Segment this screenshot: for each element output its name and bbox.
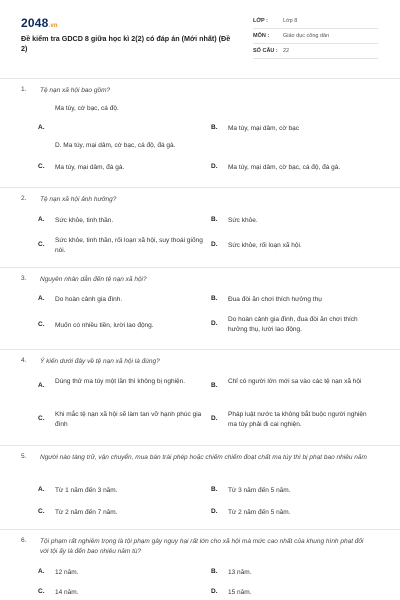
question-text: Tệ nạn xã hội bao gồm? [40, 87, 111, 94]
option-letter: A. [38, 382, 45, 389]
option-c[interactable] [38, 588, 203, 598]
option-letter: A. [38, 568, 45, 575]
question-6 [0, 529, 400, 600]
option-b[interactable] [211, 295, 376, 305]
option-text: Ma túy, mại dâm, đá gà. [55, 164, 125, 171]
option-letter: A. [38, 216, 45, 223]
meta-row-count [253, 44, 378, 59]
option-letter: A. [38, 486, 45, 493]
meta-value: Lớp 8 [283, 18, 298, 24]
option-letter: B. [211, 295, 218, 302]
option-text: 15 năm. [228, 589, 252, 596]
question-1 [0, 78, 400, 163]
site-logo[interactable] [21, 16, 58, 30]
question-text: Ý kiến dưới đây về tệ nạn xã hội là đúng? [40, 358, 160, 365]
meta-key: LỚP : [253, 18, 268, 24]
question-text: Nguyên nhân dẫn đến tệ nạn xã hội? [40, 276, 147, 283]
question-5 [0, 445, 400, 529]
option-d[interactable] [211, 241, 376, 251]
question-number: 3. [21, 275, 27, 282]
option-text: Từ 2 năm đến 5 năm. [228, 509, 291, 516]
meta-key: MÔN : [253, 33, 270, 39]
option-b[interactable] [211, 377, 376, 389]
option-text: Sức khỏe. [228, 217, 258, 224]
question-number: 5. [21, 453, 27, 460]
option-d[interactable] [211, 588, 376, 598]
question-number: 2. [21, 195, 27, 202]
option-c[interactable] [38, 508, 203, 518]
option-letter: D. [211, 163, 218, 170]
option-a[interactable] [38, 124, 203, 131]
question-2 [0, 187, 400, 267]
option-text: Từ 3 năm đến 5 năm. [228, 487, 291, 494]
option-a[interactable] [38, 486, 203, 496]
option-text: Sức khỏe, tinh thần, rối loạn xã hội, suy thoái giống nòi. [55, 237, 203, 254]
option-d[interactable] [211, 410, 376, 430]
option-text: Từ 1 năm đến 3 năm. [55, 487, 118, 494]
option-letter: B. [211, 382, 218, 389]
option-letter: A. [38, 295, 45, 302]
option-d[interactable] [211, 315, 376, 335]
question-text: Tệ nạn xã hội ảnh hưởng? [40, 196, 117, 203]
option-c[interactable] [38, 321, 203, 331]
option-c[interactable] [38, 163, 203, 173]
question-stem-line: Ma túy, cờ bạc, cá độ. [55, 105, 119, 112]
option-letter: D. [211, 241, 218, 248]
option-b[interactable] [211, 486, 376, 496]
question-text: Tội phạm rất nghiêm trọng là tội phạm gây nguy hại rất lớn cho xã hội mà mức cao nhất của khung hình phạt đối với tội ấy là đến bao nhiêu năm tù? [40, 538, 364, 555]
option-a[interactable] [38, 295, 203, 305]
option-letter: C. [38, 508, 45, 515]
meta-table [253, 14, 378, 59]
meta-row-subject [253, 29, 378, 44]
option-b[interactable] [211, 568, 376, 578]
option-text: Đua đòi ăn chơi thích hưởng thụ [228, 296, 322, 303]
question-number: 4. [21, 357, 27, 364]
option-letter: B. [211, 486, 218, 493]
meta-key: SỐ CÂU : [253, 48, 278, 54]
question-1-cont [0, 163, 400, 187]
option-text: Khi mắc tệ nạn xã hội sẽ làm tan vỡ hạnh phúc gia đình [55, 411, 202, 428]
option-a[interactable] [38, 377, 203, 389]
page-title: Đề kiểm tra GDCD 8 giữa học kì 2(2) có đáp án (Mới nhất) (Đề 2) [21, 34, 231, 53]
option-text: 12 năm. [55, 569, 79, 576]
option-letter: C. [38, 241, 45, 248]
option-text: Sức khỏe, rối loạn xã hội. [228, 242, 302, 249]
logo-text: 2048 [21, 16, 49, 30]
option-letter: B. [211, 568, 218, 575]
option-letter: C. [38, 163, 45, 170]
option-letter: C. [38, 415, 45, 422]
meta-value: Giáo dục công dân [283, 33, 330, 39]
option-text: Do hoàn cảnh gia đình, đua đòi ăn chơi thích hưởng thụ, lười lao động. [228, 316, 358, 333]
option-letter: D. [211, 508, 218, 515]
option-text [55, 124, 203, 131]
question-3 [0, 267, 400, 349]
option-a[interactable] [38, 568, 203, 578]
option-letter: B. [211, 124, 218, 131]
option-text: 14 năm. [55, 589, 79, 596]
option-b[interactable] [211, 124, 376, 134]
question-list [0, 78, 400, 600]
logo-suffix: .vn [48, 23, 58, 29]
question-stem-line: D. Ma túy, mại dâm, cờ bạc, cá độ, đá gà. [55, 142, 176, 149]
header [0, 0, 400, 80]
option-text: Chỉ có người lớn mới sa vào các tệ nạn xã hội [228, 378, 362, 385]
question-number: 1. [21, 86, 27, 93]
option-text: Do hoàn cảnh gia đình. [55, 296, 123, 303]
question-text: Người nào tàng trữ, vận chuyển, mua bán trái phép hoặc chiếm chiếm đoạt chất ma túy thì bị phạt bao nhiêu năm [40, 454, 367, 461]
option-c[interactable] [38, 236, 203, 256]
option-letter: D. [211, 320, 218, 327]
option-b[interactable] [211, 216, 376, 226]
option-text: Ma túy, mại dâm, cờ bạc [228, 125, 299, 132]
question-4 [0, 349, 400, 445]
option-letter: D. [211, 588, 218, 595]
option-text: 13 năm. [228, 569, 252, 576]
option-text: Dùng thử ma túy một lần thì không bị nghiện. [55, 378, 186, 385]
option-text: Sức khỏe, tinh thần. [55, 217, 114, 224]
option-text: Muốn có nhiều tiền, lười lao động. [55, 322, 154, 329]
option-letter: D. [211, 415, 218, 422]
option-letter: C. [38, 588, 45, 595]
option-d[interactable] [211, 508, 376, 518]
option-letter: A. [38, 124, 45, 131]
meta-row-class [253, 14, 378, 29]
option-text: Ma túy, mại dâm, cờ bạc, cá độ, đá gà. [228, 164, 341, 171]
option-letter: B. [211, 216, 218, 223]
option-c[interactable] [38, 410, 203, 430]
option-text: Pháp luật nước ta không bắt buộc người nghiện ma túy phải đi cai nghiện. [228, 411, 367, 428]
meta-value: 22 [283, 48, 290, 54]
question-number: 6. [21, 537, 27, 544]
option-d[interactable] [211, 163, 376, 173]
option-a[interactable] [38, 216, 203, 226]
option-text: Từ 2 năm đến 7 năm. [55, 509, 118, 516]
option-letter: C. [38, 321, 45, 328]
